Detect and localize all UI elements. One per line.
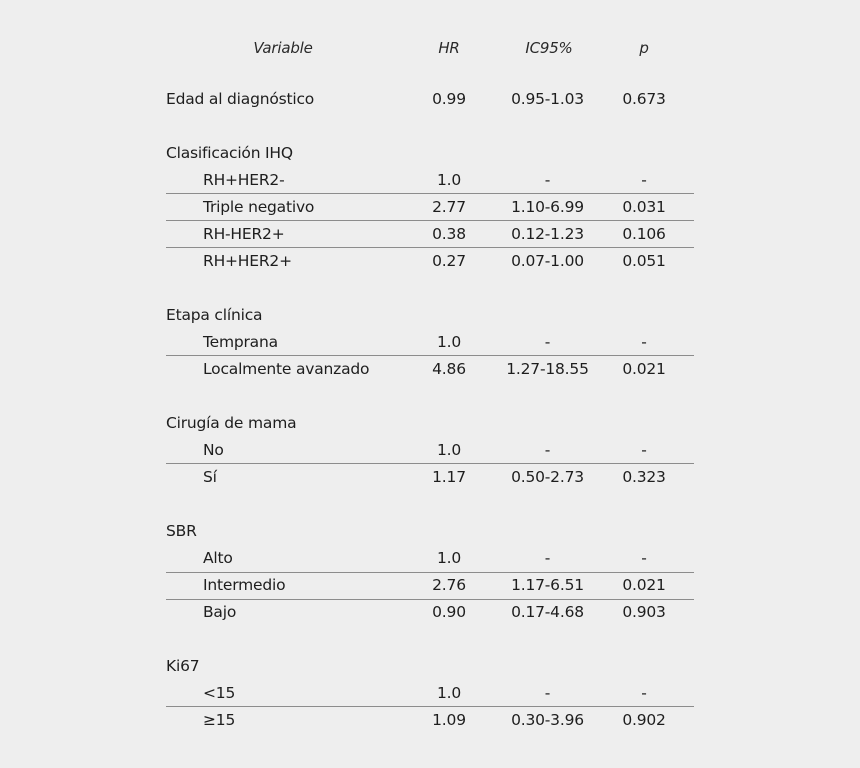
table-row (0, 167, 860, 194)
row-p: 0.903 (622, 603, 666, 621)
row-label: RH+HER2+ (203, 252, 292, 270)
row-ci: - (544, 333, 551, 351)
header-hr: HR (438, 39, 460, 57)
row-p: - (641, 684, 647, 702)
table-row (0, 599, 860, 626)
group-label: Etapa clínica (166, 306, 263, 324)
group-label: Cirugía de mama (166, 414, 297, 432)
row-p: 0.902 (622, 711, 666, 729)
group-heading (0, 410, 860, 437)
table-row (0, 680, 860, 707)
row-ci: 1.10-6.99 (511, 198, 584, 216)
row-label: Intermedio (203, 576, 286, 594)
row-p: - (641, 333, 647, 351)
row-p: 0.021 (622, 360, 666, 378)
row-hr: 4.86 (432, 360, 466, 378)
row-p: - (641, 549, 647, 567)
row-label: Bajo (203, 603, 237, 621)
row-hr: 1.09 (432, 711, 466, 729)
row-hr: 1.0 (436, 171, 462, 189)
group-label: Ki67 (166, 657, 200, 675)
table-header (0, 35, 860, 62)
row-label: RH+HER2- (203, 171, 285, 189)
header-p: p (639, 39, 649, 57)
row-p: 0.021 (622, 576, 666, 594)
row-hr: 0.27 (432, 252, 466, 270)
row-p: - (641, 171, 647, 189)
row-hr: 1.0 (436, 549, 462, 567)
row-hr: 2.77 (432, 198, 466, 216)
group-label: Clasificación IHQ (166, 144, 293, 162)
table-row (0, 437, 860, 464)
row-p: 0.106 (622, 225, 666, 243)
row-hr: 2.76 (432, 576, 466, 594)
row-ci: - (544, 684, 551, 702)
row-hr: 1.0 (436, 441, 462, 459)
row-label: Sí (203, 468, 217, 486)
row-label: Localmente avanzado (203, 360, 370, 378)
row-ci: 0.07-1.00 (511, 252, 584, 270)
table-row (0, 572, 860, 599)
row-hr: 0.90 (432, 603, 466, 621)
table-row (0, 707, 860, 734)
row-ci: 0.17-4.68 (511, 603, 584, 621)
row-ci: 1.17-6.51 (511, 576, 584, 594)
row-label: Temprana (203, 333, 278, 351)
row-p: 0.673 (622, 90, 666, 108)
row-hr: 1.17 (432, 468, 466, 486)
group-heading (0, 140, 860, 167)
row-ci: - (544, 549, 551, 567)
row-label: ≥15 (203, 711, 236, 729)
table-row (0, 86, 860, 113)
table-row (0, 329, 860, 356)
table-row (0, 464, 860, 491)
table-row (0, 248, 860, 275)
row-p: 0.323 (622, 468, 666, 486)
row-p: 0.031 (622, 198, 666, 216)
row-ci: 0.95-1.03 (511, 90, 584, 108)
row-p: - (641, 441, 647, 459)
table-row (0, 221, 860, 248)
header-ci: IC95% (525, 39, 573, 57)
row-ci: 0.50-2.73 (511, 468, 584, 486)
row-ci: - (544, 171, 551, 189)
table-row (0, 545, 860, 572)
header-variable: Variable (253, 39, 313, 57)
group-heading (0, 653, 860, 680)
row-label: Alto (203, 549, 233, 567)
row-hr: 0.99 (432, 90, 466, 108)
row-ci: - (544, 441, 551, 459)
table-row (0, 356, 860, 383)
row-p: 0.051 (622, 252, 666, 270)
group-heading (0, 518, 860, 545)
table-row (0, 194, 860, 221)
row-label: Triple negativo (203, 198, 315, 216)
row-hr: 0.38 (432, 225, 466, 243)
row-hr: 1.0 (436, 333, 462, 351)
row-ci: 1.27-18.55 (506, 360, 589, 378)
row-ci: 0.12-1.23 (511, 225, 584, 243)
group-heading (0, 302, 860, 329)
row-hr: 1.0 (436, 684, 462, 702)
group-label: SBR (166, 522, 197, 540)
row-label: <15 (203, 684, 236, 702)
row-label: Edad al diagnóstico (166, 90, 315, 108)
row-ci: 0.30-3.96 (511, 711, 584, 729)
row-label: No (203, 441, 224, 459)
row-label: RH-HER2+ (203, 225, 285, 243)
